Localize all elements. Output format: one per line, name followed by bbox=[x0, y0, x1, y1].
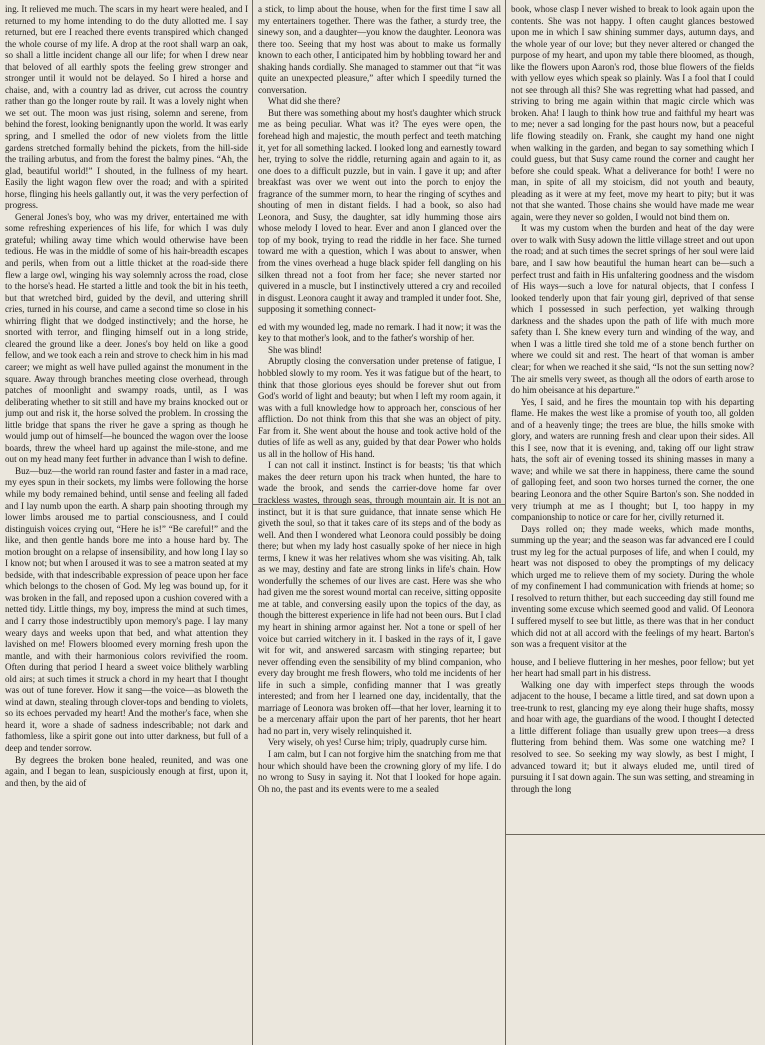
paragraph: a stick, to limp about the house, when for the first time I saw all my entertainers together. There was the father, a sturdy tree, the sinewy son, and a daughter—you know the daughter. Leonora was there too. Seeing that my host was about to make us formally known to each other, I anticipated him by hobbling toward her and shaking hands cordially. She managed to stammer out that “it was quite an unexpected pleasure,” after which I speedily turned the conversation. bbox=[258, 4, 501, 95]
text-column-3 bbox=[511, 4, 754, 1040]
paragraph: Very wisely, oh yes! Curse him; triply, quadruply curse him. bbox=[268, 737, 488, 748]
text-column-2 bbox=[258, 4, 501, 1040]
paragraph: But there was something about my host's daughter which struck me as being peculiar. What was it? The eyes were open, the forehead high and majestic, the mouth perfect and teeth matching it, yet for all something lacked. I looked long and earnestly toward her, trying to solve the riddle, returning again and again to it, as one does to a difficult puzzle, but in vain. I gave it up; and after breakfast was over we went out into the porch to enjoy the fragrance of the summer morn, to hear the ringing of scythes and shouting of men in distant fields. I had a book, so also had Leonora, and Susy, the daughter, sat idly humming those airs whose melody I loved to hear. Ever and anon I glanced over the top of my book, trying to read the riddle in her face. She turned toward me with a question, which I was about to answer, when from the vines overhead a huge black spider fell dangling on his silken thread not a foot from her face; she never started nor quivered in a muscle, but I instinctively uttered a cry and recoiled in disgust. Leonora caught it away and trampled it under foot. She, supposing it something connect- bbox=[258, 107, 501, 315]
column-rule-left bbox=[252, 0, 253, 1045]
paragraph: I can not call it instinct. Instinct is for beasts; 'tis that which makes the deer return upon his track when hunted, the hare to wade the brook, and sends the carrier-dove home far over trackless wastes, through seas, through mountain air. It is not an instinct, but it is that sure guidance, that innate sense which He giveth the soul, so that it takes care of its steps and of the body as well. And then I wondered what Leonora could possibly be doing there; but when my lady host casually spoke of her niece in high terms, I knew it was her relatives whom she was visiting. Ah, talk as we may, destiny and fate are strong links in life's chain. How wonderfully the schemes of our lives are cast. Here was she who had given me the sorest wound mortal can receive, sitting opposite me at table, and conversing easily upon the topics of the day, as though the bitterest experience in life had not been ours. But I clad my heart in shining armor against her. Not a tone or spell of her voice but carried witchery in it. I basked in the rays of it, I gave wit for wit, and answered sarcasm with stinging repartee; but never offending even the sensibility of my blind companion, who every day brought me fresh flowers, who told me incidents of her life in such a simple, confiding manner that I was greatly interested; and from her I learned one day, incidentally, that the marriage of Leonora was broken off—that her lover, learning it to be a mercenary affair upon the part of her parents, thot her heart had no part in, very wisely relinquished it. bbox=[258, 460, 501, 736]
paragraph: Abruptly closing the conversation under pretense of fatigue, I hobbled slowly to my room. Yes it was fatigue but of the heart, to think that those glorious eyes should be forever shut out from God's world of light and beauty; but when I left my room again, it was with a full knowledge how to approach her, conscious of her affliction. Do not think from this that she was an object of pity. Far from it. She went about the house and took active hold of the duties of life as well as any, guided by that dear Power who holds us all in the hollow of His hand. bbox=[258, 356, 501, 459]
paragraph: house, and I believe fluttering in her meshes, poor fellow; but yet her heart had small part in his distress. bbox=[511, 656, 754, 679]
column-rule-right bbox=[505, 0, 506, 1045]
paragraph: I am calm, but I can not forgive him the snatching from me that hour which should have been the crowning glory of my life. I do no wrong to Susy in saying it. Not that I looked for hope again. Oh no, the past and its events were to me a sealed bbox=[258, 749, 501, 794]
paragraph: ed with my wounded leg, made no remark. I had it now; it was the key to that mother's look, and to the father's worship of her. bbox=[258, 321, 501, 344]
paragraph: By degrees the broken bone healed, reunited, and was one again, and I began to lean, suspiciously enough at first, upon it, and then, by the aid of bbox=[5, 754, 248, 788]
paragraph: What did she there? bbox=[268, 96, 341, 107]
paragraph: ing. It relieved me much. The scars in my heart were healed, and I returned to my home intending to do the duty allotted me. I say returned, but ere I reached there events transpired which changed the whole course of my life. A drop at the root shall warp an oak, so shall a little incident change all our life; for when I drew near that beloved of all earthly spots the feeling grew stronger and stronger until it would not be delayed. So I hired a horse and chaise, and, with a country lad as driver, cut across the country rather than go the longer route by rail. It was a lovely night when we set out. The moon was just rising, solemn and serene, from behind the forest, looking benignantly upon the world. It was early spring, and I smelled the odor of new violets from the little gardens stretched formally behind the pickets, from the hill-side the trailing arbutus, and from the forest the balmy pines. “Ah, the glad, beautiful world!” I shouted, in the fullness of my heart. Easily the light wagon flew over the road; and with a spirited horse, flinging his heels gallantly out, it was the very perfection of progress. bbox=[5, 4, 248, 211]
paragraph: book, whose clasp I never wished to break to look again upon the contents. She was not happy. I often caught glances bestowed upon me in which I saw shining summer days, autumn days, and the whole year of our love; but they never altered or changed the purpose of my heart, and upon my table there bloomed, as though, like the flowers upon Aaron's rod, those blue flowers of the fields with yellow eyes which speak so plainly. Was I a fool that I could not see through all this? She was regretting what had passed, and striving to bring me again within that magic circle which was broken. Aha! I laugh to think how true and faithful my heart was to me; never a sad longing for the past hours now, but a peaceful life flowing steadily on. Frank, she caught my hand one night when walking in the garden, and began to say something which I could guess, but that Susy came round the corner and caught her before she could speak. What a deliverance for both! I were no man, in spite of all my stoicism, did not youth and beauty, pleading as it were at my feet, move my heart to pity; but it was not that she wanted. Those chains she would have made me wear again, were they never so golden, I would not bind them on. bbox=[511, 4, 754, 222]
paragraph: Days rolled on; they made weeks, which made months, summing up the year; and the season was far advanced ere I could trust my leg for the actual purposes of life, and when I could, my heart was not disposed to obey the promptings of my delicacy which urged me to relieve them of my society. During the whole of my confinement I had communication with friends at home; so I resolved to return thither, but each succeeding day still found me inventing some excuse which seemed good and valid. Of Leonora I suffered myself to see but little, as there was that in her conduct which did not at all accord with the feelings of my heart. Barton's son was a frequent visitor at the bbox=[511, 523, 754, 650]
paragraph: Walking one day with imperfect steps through the woods adjacent to the house, I became a little tired, and sat down upon a tree-trunk to rest, glancing my eye along their huge shafts, mossy and hoar with age, the guardians of the wood. I thought I detected a little different foliage than usually grew upon trees—a dress fluttering from behind them. Was some one watching me? I resolved to see. So seeking my way slowly, as best I might, I advanced toward it; but it always eluded me, until tired of pursuing it I sat down again. The sun was setting, and streaming in through the long bbox=[511, 679, 754, 794]
paragraph: Yes, I said, and he fires the mountain top with his departing flame. He makes the west like a promise of youth too, all golden and of a heavenly tinge; the trees are blue, the hills smoke with glory, and waters are running fresh and clear upon their sides. All this I see, now that it is evening, and, taking off our light straw hats, the soft air of evening tossed its shining masses in many a wave; and while we sat there in happiness, there came the sound of galloping feet, and soon two horses turned the corner, the one bearing Leonora and the other Squire Barton's son. She nodded in very triumph at me as I thought; but I, too happy in my companionship to notice or care for her, civilly returned it. bbox=[511, 396, 754, 523]
text-column-1 bbox=[5, 4, 248, 1040]
paragraph: She was blind! bbox=[268, 344, 323, 355]
paragraph: Buz—buz—the world ran round faster and faster in a mad race, my eyes spun in their sockets, my limbs were following the horse while my body remained behind, until sense and feeling all faded and I lay numb upon the earth. A sharp pain shooting through my lower limbs aroused me to partial consciousness, and I could distinguish voices crying out, “Here he is!” “Be careful!” and the like, and then gentle hands bore me into a house hard by. The motion brought on a relapse of insensibility, and how long I lay so I know not; but when I aroused it was to see a matron seated at my bedside, with that indescribable expression of peace upon her face which belongs to the chosen of God. My leg was bound up, for it was broken in the fall, and reposed upon a cushion covered with a netted tidy. Little things, my boy, impress the mind at such times, and I carry those indestructibly upon memory's page. I lay many weary days and weeks upon that bed, and what attention they lavished on me! Flowers bloomed every morning fresh upon the mantle, and with their harmonious colors revivified the room. Often during that period I heard a sweet voice blithely warbling old airs; at such times it struck a chord in my heart that I thought was out of tune forever. How it sang—the voice—as bloweth the wind at dawn, stealing through clover-tops and bending to violets, so its echoes pervaded my heart! And the mother's face, when she heard it, wore a shade of sadness indescribable; not dark and fathomless, like a spirit gone out into utter darkness, but full of a deep and tender sorrow. bbox=[5, 465, 248, 753]
paragraph: General Jones's boy, who was my driver, entertained me with some refreshing experiences of his life, for which I was duly grateful; whiling away time which would otherwise have been tedious. He was in the middle of some of his hair-breadth escapes and perils, when from out a little thicket at the road-side there flew a large owl, winging his way solemnly across the road, close to the horse's head. He started a little and took the bit in his teeth, but that wretched bird, guided by the devil, and uttering shrill cries, turned in his course, and came a second time so close in his whirring flight that we dodged instinctively; and the horse, he snorted with terror, and flinging himself out in a long stride, cleared the ground like a deer. Jones's boy held on like a good fellow, and we took each a rein and strove to check him in his mad career; we might as well have pulled against the monument in the square. Away through branches meeting close overhead, through patches of moonlight and swampy roads, until, as I was deliberating whether to sit still and have my brains knocked out or jump out and risk it, the horse solved the problem. In crossing the little bridge that spans the river he gave a spring as though he would jump out of himself—he bounced the wagon over the loose boards, threw the wheel hard up against the mile-stone, and me out on my head many feet further in advance than I wish to define. bbox=[5, 211, 248, 465]
paragraph: It was my custom when the burden and heat of the day were over to walk with Susy adown the little village street and out upon the road; and at such times the secret springs of her soul were laid bare, and I saw how beautiful the human heart can be—such a perfect trust and faith in His unfaltering goodness and the wisdom of His ways—such a love for natural objects, that I confess I looked tenderly upon that fair young girl, deprived of that sense which I possessed in such perfection, yet walking through darkness and the shades upon the path of life with much more safety than I. She knew every turn and winding of the way, and when I was a little tired she told me of a stone bench further on where we could sit and rest. The heart of that woman is amber clear; for when we reached it she said, “Is not the sun setting now? The air smells very sweet, as though all the odors of earth arose to do him obeisance at his departure.” bbox=[511, 223, 754, 396]
